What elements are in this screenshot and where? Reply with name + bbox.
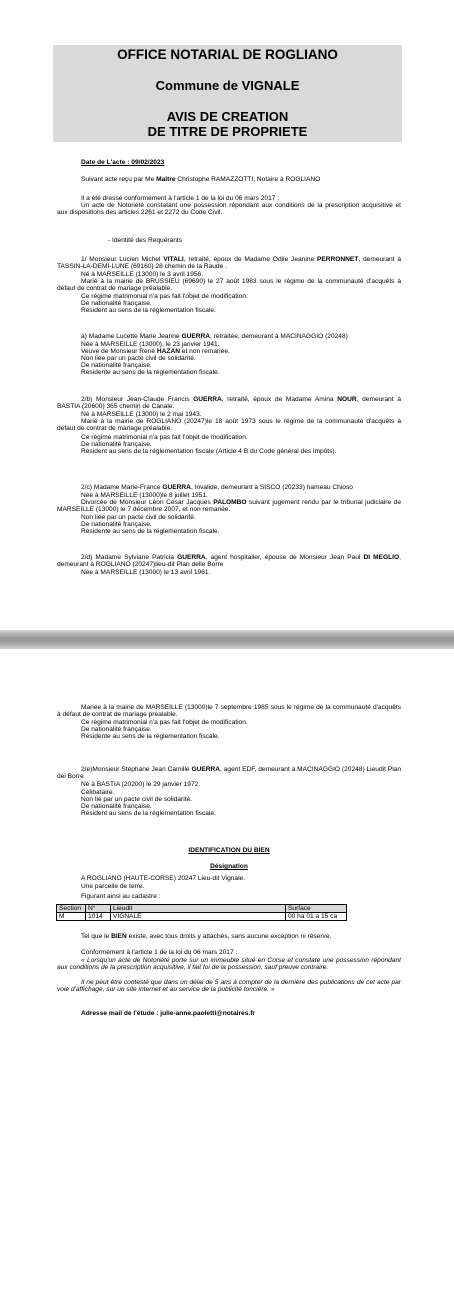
cadastre-header-lieudit: Lieudit (111, 905, 286, 913)
req2a-name: GUERRA (181, 333, 211, 340)
requerant-2a-pacs: Non liée par un pacte civil de solidarité. (81, 355, 196, 362)
requerant-2d-residence: Résidente au sens de la réglementation fiscale. (81, 733, 220, 740)
req1-name-1: VITALI (163, 256, 184, 263)
req2e-text-1: 2/e)Monsieur Stéphane Jean Camille (81, 766, 192, 773)
requerant-2b-birth: Né à MARSEILLE (13000) le 2 mai 1943. (81, 411, 202, 418)
bien-title: IDENTIFICATION DU BIEN (188, 847, 270, 854)
table-row (57, 913, 347, 921)
requerant-2e-celibataire: Célibataire. (81, 789, 115, 796)
intro-text: Un acte de Notoriété constatant une possession répondant aux conditions de la prescription acquisitive et aux dispositions des articles 2261 et 2272 du Code Civil. (57, 202, 401, 217)
req1-text-2: , retraité, époux de Madame Odile Jeanine (183, 256, 317, 263)
requerant-1-regime: Ce régime matrimonial n'a pas fait l'objet de modification. (81, 293, 248, 300)
req2e-text-2: , agent EDF, demeurant à MACINAGGIO (20248) Lieudit Plan del Borre (57, 766, 402, 781)
req1-text-3: , demeurant à TASSIN-LA-DEMI-LUNE (69160) 28 chemin de la Raude . (57, 256, 401, 271)
bien-tel-text: Tel que le (81, 933, 112, 940)
acte-suivant-bold: Maître (156, 176, 176, 183)
requerant-2e-birth: Né à BASTIA (20200) le 29 janvier 1972. (81, 781, 201, 788)
cadastre-header-surface: Surface (286, 905, 347, 913)
requerant-2d-mariage: Mariée à la mairie de MARSEILLE (13000)le 7 septembre 1985 sous le régime de la communauté d'acquêts à défaut de contrat de mariage préalable. (57, 704, 401, 719)
bien-tel-bold: BIEN (111, 933, 127, 940)
requerant-2d-nationalite: De nationalité française. (81, 726, 152, 733)
requerant-2e-residence: Résident au sens de la réglementation fiscale. (81, 810, 216, 817)
bien-conformement: Conformément à l'article 1 de la loi du 06 mars 2017 : (81, 949, 238, 956)
bien-tel-rest: existe, avec tous droits y attachés, sans aucune exception ni réserve. (126, 933, 332, 940)
requerant-2b-residence: Résident au sens de la réglementation fiscale (Article 4 B du Code général des impôts). (81, 448, 337, 455)
avis-title-line2: DE TITRE DE PROPRIETE (147, 124, 308, 139)
bien-citation-1: « Lorsqu'un acte de Notoriété porte sur un immeuble situé en Corse et constate une possession répondant aux conditions de la prescription acquisitive, il fait foi de la possession, sauf preuve contraire. (57, 957, 401, 972)
bien-citation-2: Il ne peut être contesté que dans un délai de 5 ans à compter de la dernière des publications de cet acte par voie d'affichage, sur un site internet et au service de la publicité foncière. » (57, 979, 401, 994)
requerant-2c-divorce (57, 499, 401, 514)
commune-title: Commune de VIGNALE (155, 78, 300, 93)
office-title: OFFICE NOTARIAL DE ROGLIANO (117, 47, 338, 62)
cadastre-cell-numero: 1014 (86, 913, 111, 921)
acte-suivant-text: Suivant acte reçu par Me (81, 176, 157, 183)
requerant-2a-intro (81, 333, 348, 340)
req2b-name-1: GUERRA (193, 396, 222, 403)
document-header (53, 45, 402, 142)
req2b-name-2: NOUR (337, 396, 357, 403)
req2a-veuve-text: Veuve de Monsieur René (81, 348, 157, 355)
bien-designation: Désignation (210, 863, 248, 870)
req2c-text-2: , Invalide, demeurant à SISCO (20233) hameau Chioso (190, 484, 353, 491)
requerant-2c-nationalite: De nationalité française. (81, 521, 152, 528)
requerant-2a-nationalite: De nationalité française. (81, 362, 152, 369)
cadastre-cell-surface: 00 ha 01 a 15 ca (286, 913, 347, 921)
req2d-name-1: GUERRA (177, 554, 206, 561)
cadastre-header-section: Section (57, 905, 86, 913)
acte-suivant-rest: Christophe RAMAZZOTTI, Notaire à ROGLIANO (175, 176, 321, 183)
requerant-1-birth: Né à MARSEILLE (13000) le 3 avril 1956. (81, 271, 204, 278)
requerant-1-residence: Résident au sens de la réglementation fiscale. (81, 307, 216, 314)
bien-localisation: A ROGLIANO (HAUTE-CORSE) 20247 Lieu-dit Vignale. (81, 875, 246, 882)
intro-line1: Il a été dressé conformément à l'article 1 de la loi du 06 mars 2017 : (81, 195, 280, 202)
bien-tel-que (81, 933, 331, 940)
req2d-text-3: , demeurant à ROGLIANO (20247)lieu-dit Plan delle Borre (57, 554, 401, 569)
req2e-name: GUERRA (191, 766, 221, 773)
req2b-text-2: , retraité, époux de Madame Amina (221, 396, 338, 403)
cadastre-cell-lieudit: VIGNALE (111, 913, 286, 921)
req2a-veuve-name: HAZAN (156, 348, 180, 355)
req2c-text-1: 2/c) Madame Marie-France (81, 484, 163, 491)
identite-heading: - Identité des Requérants (108, 237, 183, 244)
avis-title-line1: AVIS DE CREATION (166, 109, 289, 124)
requerant-2d-birth: Née à MARSEILLE (13000) le 13 avril 1961. (81, 569, 211, 576)
req2a-text-1: a) Madame Lucette Marie Jeanne (81, 333, 182, 340)
requerant-2d-regime: Ce régime matrimonial n'a pas fait l'objet de modification. (81, 719, 248, 726)
requerant-2c-residence: Résidente au sens de la réglementation fiscale. (81, 528, 220, 535)
req2c-divorce-rest: suivant jugement rendu par le tribunal judiciaire de MARSEILLE (13000) le 7 décembre 2007, et non remariée. (57, 499, 402, 514)
requerant-2e-pacs: Non lié par un pacte civil de solidarité. (81, 796, 193, 803)
acte-date: Date de L'acte : 09/02/2023 (81, 159, 165, 166)
etude-email: Adresse mail de l'étude : julie-anne.paoletti@notaires.fr (81, 1010, 255, 1017)
requerant-2c-intro (81, 484, 353, 491)
document-page-1 (0, 0, 454, 630)
requerant-2c-pacs: Non liée par un pacte civil de solidarité. (81, 514, 196, 521)
req2b-text-1: 2/b) Monsieur Jean-Claude Francis (81, 396, 194, 403)
requerant-1-mariage: Marié à la mairie de BRUSSIEU (69690) le 27 août 1983 sous le régime de la communauté d'acquêts à défaut de contrat de mariage préalable. (57, 278, 401, 293)
requerant-1-intro (57, 256, 401, 271)
req1-text-1: 1/ Monsieur Lucien Michel (81, 256, 164, 263)
req2b-text-3: , demeurant à BASTIA (20600) 365 chemin de Canale. (57, 396, 401, 411)
req2a-veuve-rest: et non remariée. (179, 348, 230, 355)
page-separator (0, 630, 454, 649)
requerant-2b-nationalite: De nationalité française. (81, 441, 152, 448)
requerant-2e-nationalite: De nationalité française. (81, 803, 152, 810)
cadastre-header-row (57, 905, 347, 913)
requerant-2e-intro (57, 766, 401, 781)
requerant-2b-intro (57, 396, 401, 411)
req2c-divorce-name: PALOMBO (213, 499, 247, 506)
req2c-divorce-text: Divorcée de Monsieur Léon César Jacques (81, 499, 214, 506)
cadastre-table (56, 904, 347, 921)
acte-suivant (81, 176, 320, 183)
req2a-text-2: , retraitée, demeurant à MACINAGGIO (20248) (210, 333, 348, 340)
bien-cadastre-intro: Figurant ainsi au cadastre : (81, 893, 161, 900)
requerant-2d-intro (57, 554, 401, 569)
cadastre-header-numero: N° (86, 905, 111, 913)
req2d-text-2: , agent hospitalier, épouse de Monsieur Jean Paul (205, 554, 364, 561)
requerant-2c-birth: Née à MARSEILLE (13000)le 8 juillet 1951. (81, 492, 208, 499)
req2c-name: GUERRA (162, 484, 191, 491)
req1-name-2: PERRONNET (316, 256, 359, 263)
requerant-1-nationalite: De nationalité française. (81, 300, 152, 307)
bien-parcelle: Une parcelle de terre. (81, 883, 145, 890)
requerant-2b-regime: Ce régime matrimonial n'a pas fait l'objet de modification. (81, 434, 248, 441)
cadastre-cell-section: M (57, 913, 86, 921)
req2d-name-2: DI MEGLIO (363, 554, 400, 561)
requerant-2a-birth: Née à MARSEILLE (13000), le 23 janvier 1941. (81, 341, 220, 348)
requerant-2b-mariage: Marié à la mairie de ROGLIANO (20247)le 18 août 1973 sous le régime de la communauté d'acquêts à défaut de contrat de mariage préalable. (57, 418, 401, 433)
requerant-2a-residence: Résidente au sens de la réglementation fiscale. (81, 369, 220, 376)
req2d-text-1: 2/d) Madame Sylviane Patricia (81, 554, 178, 561)
